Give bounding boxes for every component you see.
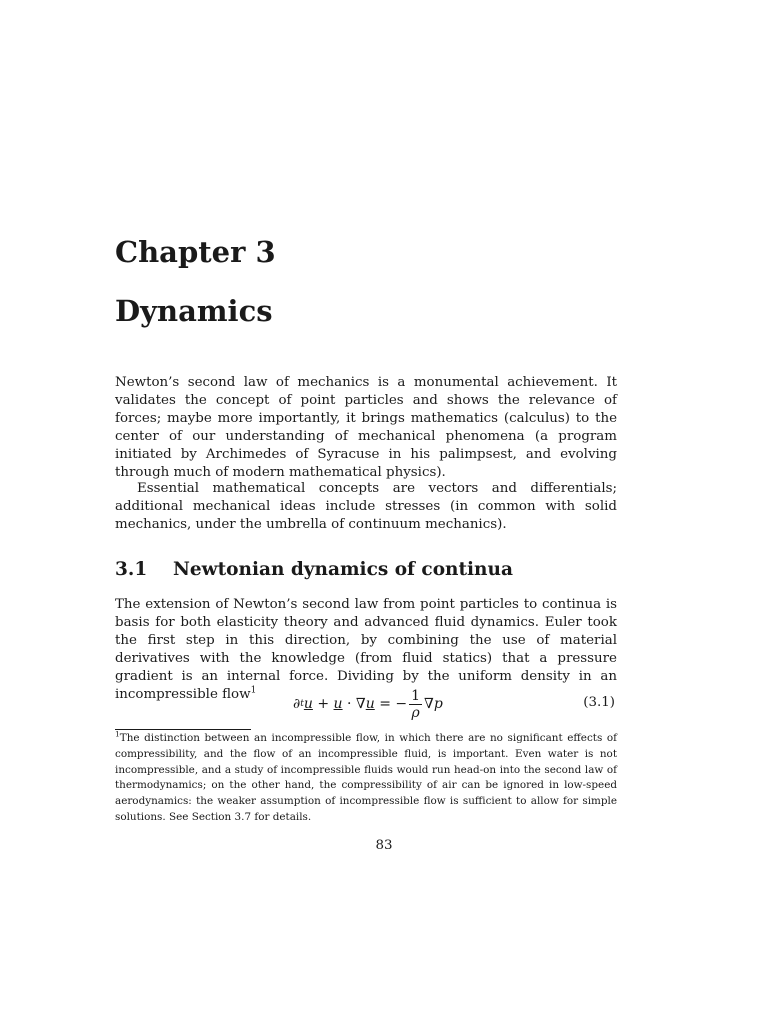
fraction: $\frac{1}{\rho}$: [411, 687, 421, 721]
section-title: Newtonian dynamics of continua: [173, 559, 513, 580]
chapter-label: Chapter 3: [115, 235, 276, 269]
intro-paragraph-1: Newton’s second law of mechanics is a monumental achievement. It validates the concept of point particles and shows the relevance of forces; maybe more importantly, it brings mathematics (calculus) to the center of our understanding of mechanical phenomena (a program initiated by Archimedes of Syracuse in his palimpsest, and evolving through much of modern mathematical physics).: [115, 375, 617, 480]
equation-body: ∂ t u + u · ∇ u = − $\frac{1}{\rho}$ ∇ p: [293, 687, 443, 721]
page-number: 83: [375, 838, 393, 853]
equation-number: (3.1): [583, 695, 615, 710]
footnote-text: The distinction between an incompressible flow, in which there are no significant effects of compressibility, and the flow of an incompressible fluid, is important. Even water is not incompressible, and a study of incompressible fluids would run head-on into the second law of thermodynamics; on the other hand, the compressibility of air can be ignored in low-speed aerodynamics: the weaker assumption of incompressible flow is sufficient to allow for simple solutions. See Section 3.7 for details.: [115, 732, 617, 823]
footnote-marker: 1: [250, 685, 257, 696]
footnote-rule: [115, 729, 251, 730]
section-number: 3.1: [115, 559, 148, 580]
intro-paragraph-2: Essential mathematical concepts are vectors and differentials; additional mechanical ideas include stresses (in common with solid mechanics, under the umbrella of continuum mechanics).: [115, 481, 617, 532]
footnote-number: 1: [115, 729, 120, 739]
section-paragraph-text: The extension of Newton’s second law from point particles to continua is basis for both elasticity theory and advanced fluid dynamics. Euler took the first step in this direction, by combining the use of material derivatives with the knowledge (from fluid statics) that a pressure gradient is an internal force. Dividing by the uniform density in an incompressible flow: [115, 597, 617, 702]
footnote: [115, 731, 617, 826]
chapter-title: Dynamics: [115, 294, 273, 328]
equation-3-1: [115, 684, 617, 724]
section-heading: [115, 557, 513, 583]
